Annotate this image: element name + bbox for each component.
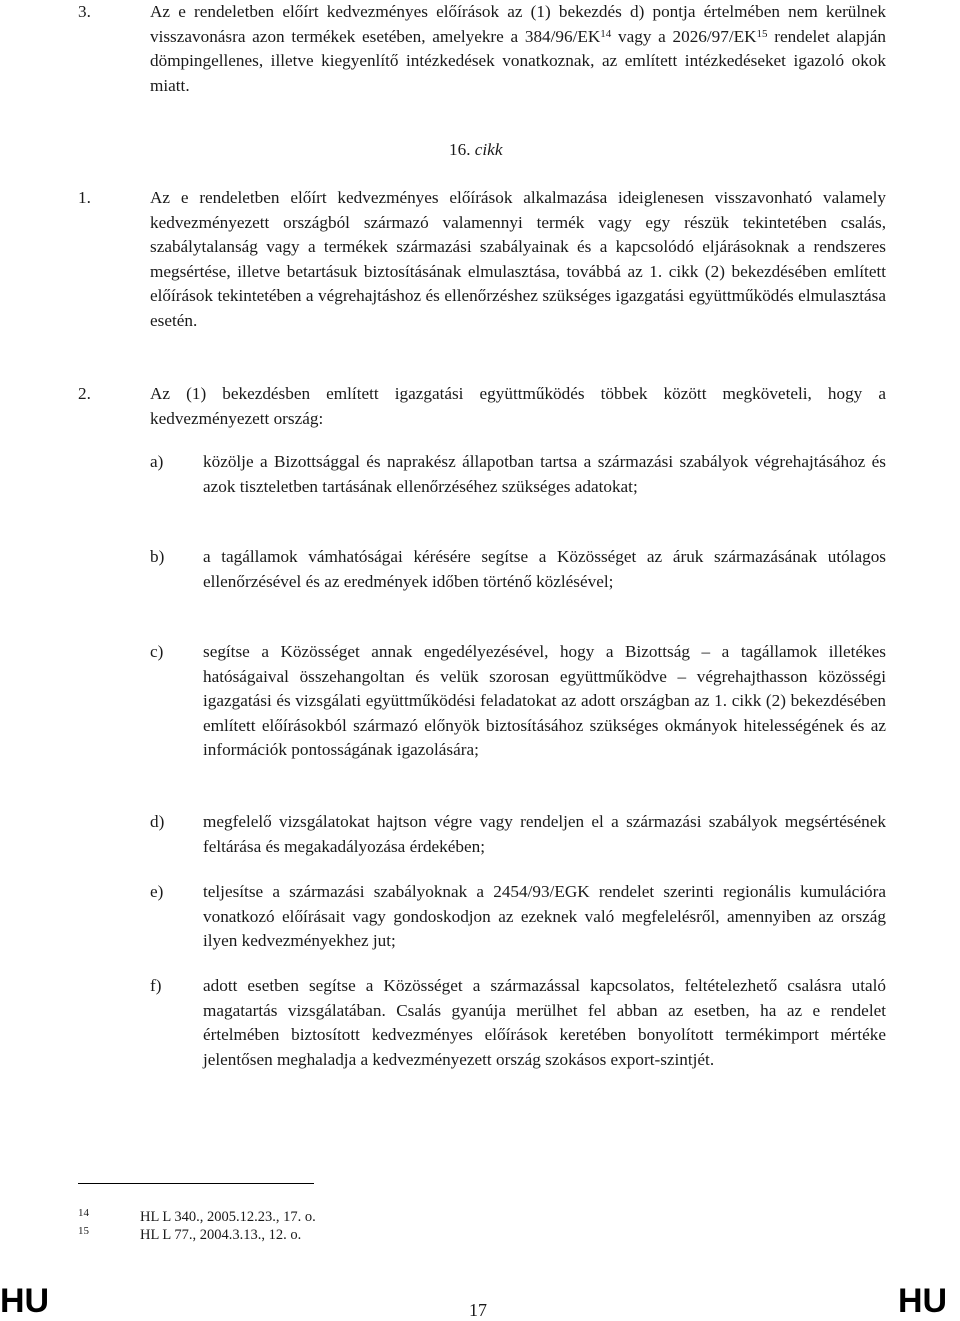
paragraph-1 — [78, 186, 886, 333]
paragraph-text-part: vagy a 2026/97/EK — [611, 26, 757, 46]
footnote-divider — [78, 1183, 314, 1184]
footnote-text: HL L 340., 2005.12.23., 17. o. — [140, 1209, 316, 1225]
list-item — [150, 974, 886, 1072]
list-item-label: f) — [150, 976, 162, 995]
language-code-right: HU — [898, 1282, 948, 1320]
paragraph-text — [150, 0, 886, 98]
list-item — [150, 880, 886, 954]
paragraph-2 — [78, 382, 886, 431]
paragraph-text-part: rendelet alapján dömpingellenes, illetve kiegyenlítő intézkedések vonatkoznak, az említett intézkedéseket igazoló okok miatt. — [150, 26, 886, 95]
list-item — [150, 640, 886, 763]
list-item-text: adott esetben segítse a Közösséget a származással kapcsolatos, feltételezhető csalásra utaló magatartás vizsgálatában. Csalás gyanúja merülhet fel abban az esetben, ha az e rendelet értelmében biztosított kedvezményes előírások keretében bonyolított termékimport mértéke jelentősen meghaladja a kedvezményezett ország szokásos export-szintjét. — [203, 976, 886, 1069]
list-item — [150, 450, 886, 499]
page-number: 17 — [469, 1300, 487, 1320]
article-heading — [449, 138, 502, 163]
footnote-ref-15[interactable]: 15 — [756, 27, 768, 40]
list-item — [150, 545, 886, 594]
list-item-text: teljesítse a származási szabályoknak a 2454/93/EGK rendelet szerinti regionális kumulációra vonatkozó előírásait vagy gondoskodjon az ezeknek való megfelelésről, amennyiben az ország ilyen kedvezményekhez jut; — [203, 882, 886, 950]
list-item-text: megfelelő vizsgálatokat hajtson végre vagy rendeljen el a származási szabályok megsértésének feltárása és megakadályozása érdekében; — [203, 812, 886, 856]
article-number: 16. — [449, 140, 471, 159]
paragraph-text: Az e rendeletben előírt kedvezményes előírások alkalmazása ideiglenesen visszavonható valamely kedvezményezett országból származó valamennyi termék vagy egy részük tekintetében csalás, szabálytalanság vagy a termékek származási szabályainak és a kapcsolódó eljárásoknak a rendszeres megsértése, illetve betartásuk biztosításának elmulasztása, továbbá az 1. cikk (2) bekezdésében említett előírások tekintetében a végrehajtáshoz és ellenőrzéshez szükséges igazgatási együttműködés elmulasztása esetén. — [150, 188, 886, 330]
footnote-number: 15 — [78, 1225, 89, 1237]
paragraph-number: 1. — [78, 188, 91, 207]
paragraph-3 — [78, 0, 886, 98]
paragraph-number: 3. — [78, 2, 91, 21]
paragraph-number: 2. — [78, 384, 91, 403]
article-word: cikk — [474, 140, 503, 159]
list-item-label: b) — [150, 547, 165, 566]
list-item-text: közölje a Bizottsággal és naprakész állapotban tartsa a származási szabályok végrehajtásához és azok tiszteletben tartásának ellenőrzéséhez szükséges adatokat; — [203, 452, 886, 496]
footnote-text: HL L 77., 2004.3.13., 12. o. — [140, 1227, 302, 1243]
footnote-number: 14 — [78, 1207, 89, 1219]
list-item-label: d) — [150, 812, 165, 831]
list-item-label: c) — [150, 642, 164, 661]
list-item-label: e) — [150, 882, 164, 901]
list-item — [150, 810, 886, 859]
list-item-text: segítse a Közösséget annak engedélyezésével, hogy a Bizottság – a tagállamok illetékes hatóságaival összehangoltan és velük szorosan együttműködve – végrehajthasson közösségi igazgatási és vizsgálati együttműködési feladatokat az adott országban az 1. cikk (2) bekezdésében említett előírásokból származó előnyök biztosításához szükséges okmányok hitelességének és az információk pontosságának igazolására; — [203, 642, 886, 759]
list-item-text: a tagállamok vámhatóságai kérésére segítse a Közösséget az áruk származásának utólagos ellenőrzésével és az eredmények időben történő közlésével; — [203, 547, 886, 591]
language-code-left: HU — [0, 1282, 50, 1320]
paragraph-text-part: Az e rendeletben előírt kedvezményes előírások az (1) bekezdés d) pontja értelmében nem kerülnek visszavonásra azon termékek esetében, amelyekre a 384/96/EK — [150, 2, 886, 46]
footnote-ref-14[interactable]: 14 — [600, 27, 612, 40]
paragraph-text: Az (1) bekezdésben említett igazgatási együttműködés többek között megköveteli, hogy a kedvezményezett ország: — [150, 384, 886, 428]
list-item-label: a) — [150, 452, 164, 471]
